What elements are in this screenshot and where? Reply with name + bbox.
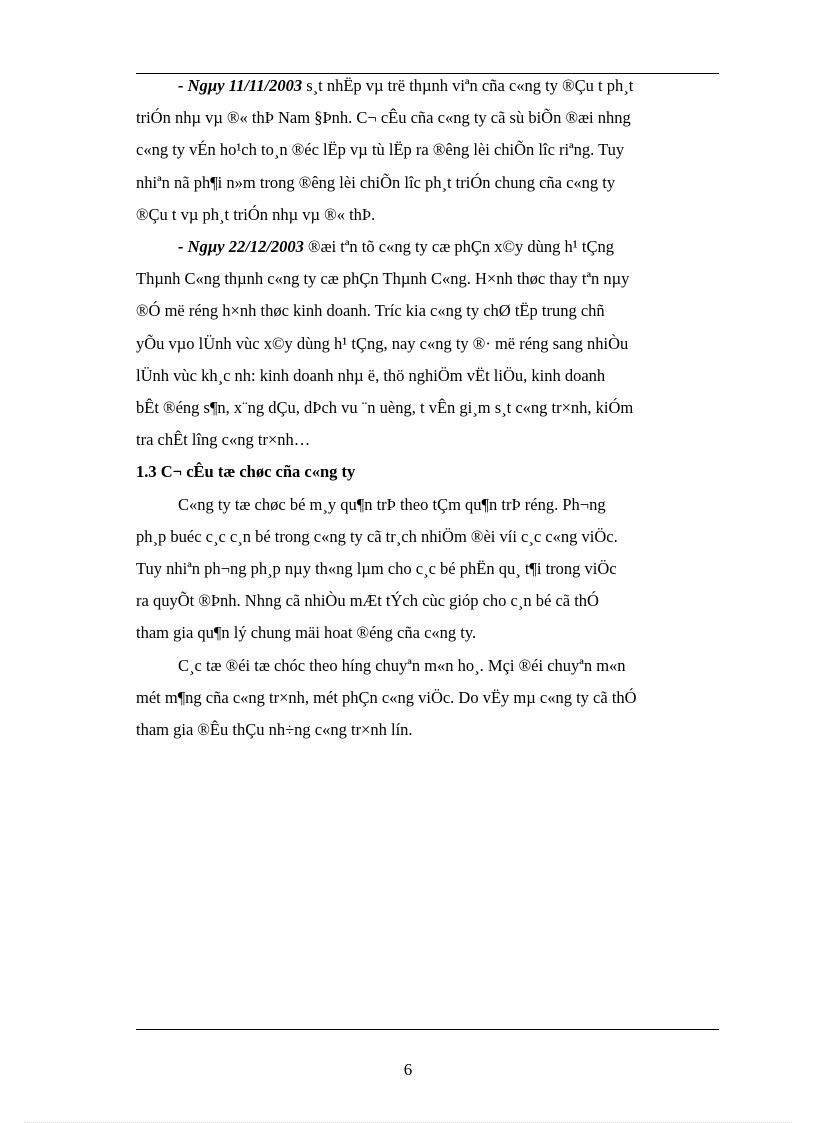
paragraph-3-line-3: Tuy nhiªn ph¬ng ph¸p nµy th«ng lµm cho c¸c bé phËn qu¸ t¶i trong viÖc	[136, 559, 617, 579]
footer-rule	[136, 1029, 719, 1030]
date-lead-2: - Ngµy 22/12/2003	[178, 237, 304, 257]
paragraph-3-line-2: ph¸p buéc c¸c c¸n bé trong c«ng ty cã tr¸ch nhiÖm ®èi víi c¸c c«ng viÖc.	[136, 526, 618, 546]
paragraph-1-line-1: - Ngµy 11/11/2003 s¸t nhËp vµ trë thµnh viªn cña c«ng ty ®Çu t ph¸t	[178, 76, 634, 95]
paragraph-4-line-2: mét m¶ng cña c«ng tr×nh, mét phÇn c«ng viÖc. Do vËy mµ c«ng ty cã thÓ	[136, 687, 637, 707]
paragraph-2-line-3: ®Ó më réng h×nh thøc kinh doanh. Tríc kia c«ng ty chØ tËp trung chñ	[136, 301, 605, 321]
paragraph-1-line-5: ®Çu t vµ ph¸t triÓn nhµ vµ ®« thÞ.	[136, 204, 376, 224]
paragraph-3-line-5: tham gia qu¶n lý chung mäi hoat ®éng cña c«ng ty.	[136, 623, 477, 643]
paragraph-1-line-2: triÓn nhµ vµ ®« thÞ Nam §Þnh. C¬ cÊu cña c«ng ty cã sù biÕn ®æi nhng	[136, 108, 631, 128]
paragraph-1-line-3: c«ng ty vÉn ho¹ch to¸n ®éc lËp vµ tù lËp ra ®êng lèi chiÕn lîc riªng. Tuy	[136, 140, 625, 160]
paragraph-2-line-7: tra chÊt lîng c«ng tr×nh…	[136, 430, 311, 450]
section-heading: 1.3 C¬ cÊu tæ chøc cña c«ng ty	[136, 462, 356, 482]
paragraph-2-line-4: yÕu vµo lÜnh vùc x©y dùng h¹ tÇng, nay c«ng ty ®· më réng sang nhiÒu	[136, 333, 629, 353]
paragraph-3-line-4: ra quyÕt ®Þnh. Nhng cã nhiÒu mÆt tÝch cùc gióp cho c¸n bé cã thÓ	[136, 591, 599, 611]
document-body	[136, 70, 719, 746]
paragraph-4-line-3: tham gia ®Êu thÇu nh÷ng c«ng tr×nh lín.	[136, 720, 413, 740]
date-lead-1: - Ngµy 11/11/2003	[178, 76, 303, 95]
paragraph-2-line-1: - Ngµy 22/12/2003 ®æi tªn tõ c«ng ty cæ phÇn x©y dùng h¹ tÇng	[178, 237, 614, 257]
paragraph-3-line-1: C«ng ty tæ chøc bé m¸y qu¶n trÞ theo tÇm qu¶n trÞ réng. Ph¬ng	[178, 494, 606, 514]
paragraph-2-line-2: Thµnh C«ng thµnh c«ng ty cæ phÇn Thµnh C«ng. H×nh thøc thay tªn nµy	[136, 269, 630, 289]
paragraph-1-line-4: nhiªn nã ph¶i n»m trong ®êng lèi chiÕn lîc ph¸t triÓn chung cña c«ng ty	[136, 172, 616, 192]
paragraph-2-line-5: lÜnh vùc kh¸c nh: kinh doanh nhµ ë, thö nghiÖm vËt liÖu, kinh doanh	[136, 365, 606, 385]
paragraph-2-line-6: bÊt ®éng s¶n, x¨ng dÇu, dÞch vu ¨n uèng, t vÊn gi¸m s¸t c«ng tr×nh, kiÓm	[136, 398, 634, 418]
paragraph-4-line-1: C¸c tæ ®éi tæ chóc theo híng chuyªn m«n ho¸. Mçi ®éi chuyªn m«n	[178, 655, 626, 675]
page-number: 6	[403, 1060, 413, 1079]
